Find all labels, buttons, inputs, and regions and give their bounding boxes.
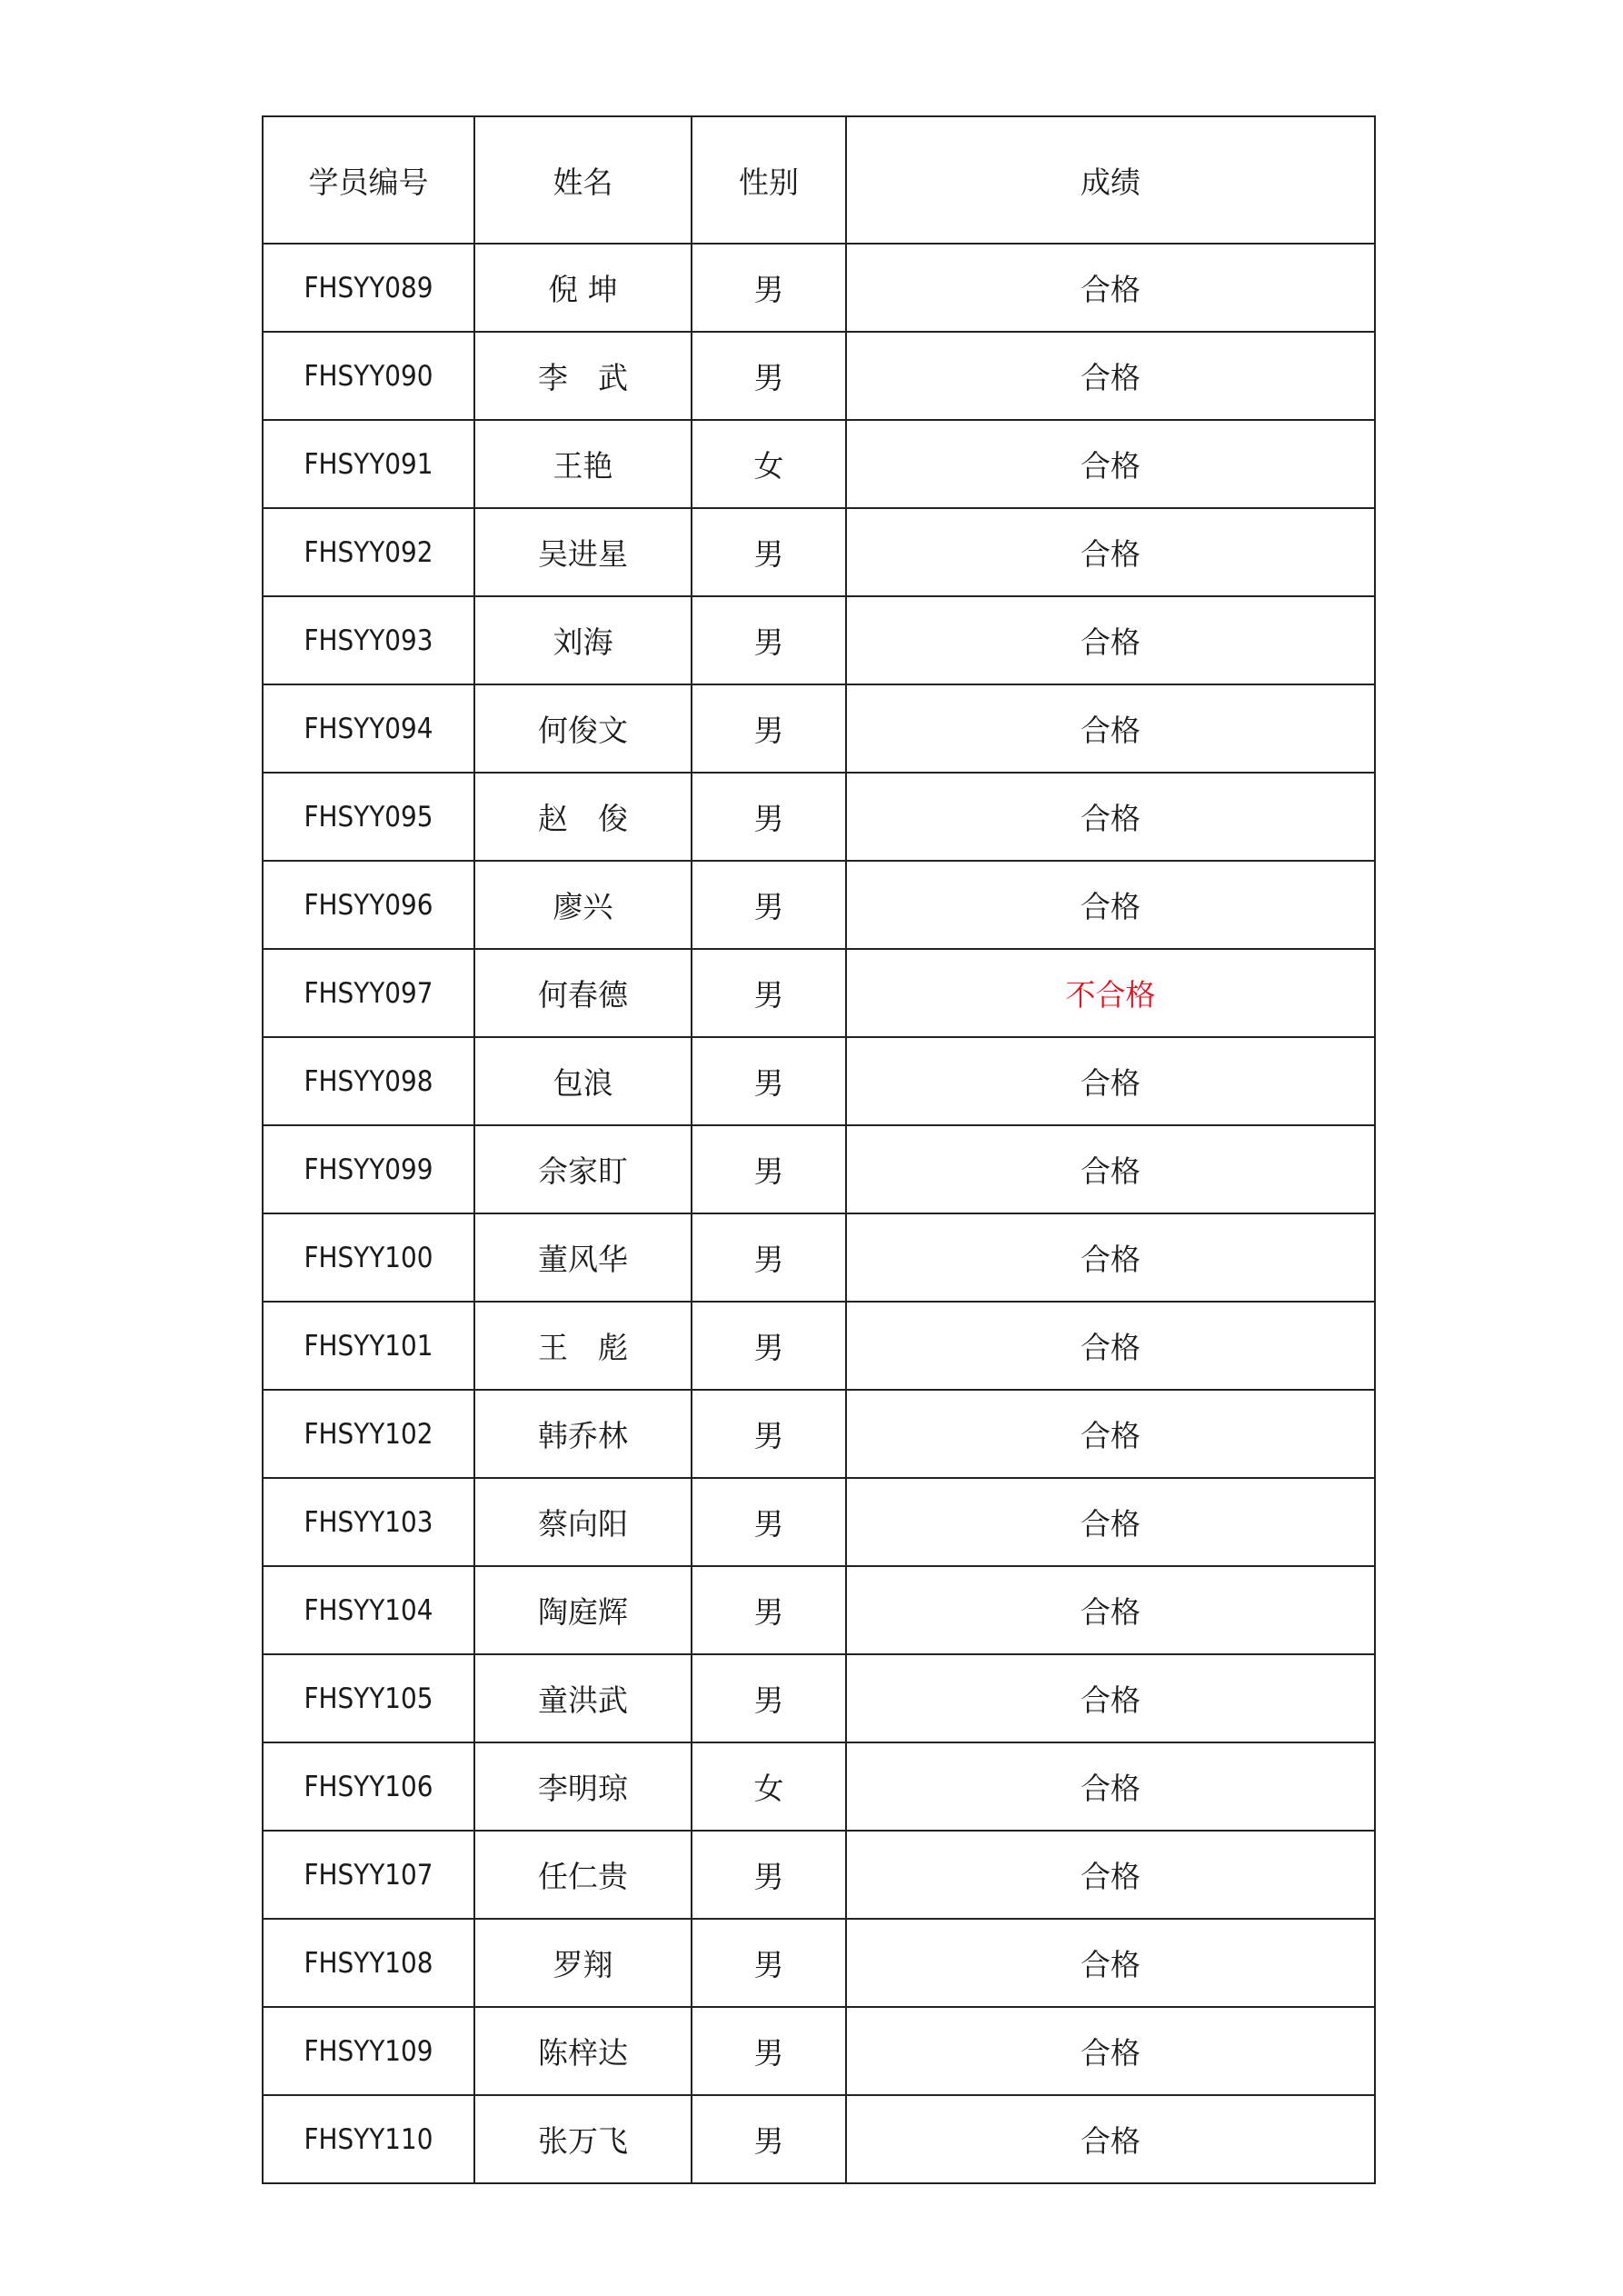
table-row — [263, 1478, 1375, 1566]
table-row — [263, 332, 1375, 420]
result-cell: 合格 — [846, 332, 1375, 420]
result-cell: 合格 — [846, 773, 1375, 861]
result-cell: 合格 — [846, 1566, 1375, 1654]
gender-cell: 女 — [692, 1742, 846, 1831]
table-body — [263, 116, 1375, 2183]
gender-cell: 男 — [692, 244, 846, 332]
student-id-cell: FHSYY109 — [263, 2007, 474, 2095]
gender-cell: 女 — [692, 420, 846, 508]
student-id-cell: FHSYY098 — [263, 1037, 474, 1125]
result-cell: 合格 — [846, 1478, 1375, 1566]
gender-cell: 男 — [692, 1302, 846, 1390]
student-name-cell: 王 彪 — [474, 1302, 692, 1390]
table-row — [263, 1125, 1375, 1213]
gender-cell: 男 — [692, 2007, 846, 2095]
student-name-cell: 张万飞 — [474, 2095, 692, 2183]
gender-cell: 男 — [692, 2095, 846, 2183]
student-id-cell: FHSYY100 — [263, 1213, 474, 1302]
result-cell: 合格 — [846, 2095, 1375, 2183]
table-row — [263, 1566, 1375, 1654]
gender-cell: 男 — [692, 1831, 846, 1919]
student-id-cell: FHSYY093 — [263, 596, 474, 684]
student-id-cell: FHSYY104 — [263, 1566, 474, 1654]
result-cell: 合格 — [846, 1037, 1375, 1125]
result-cell: 不合格 — [846, 949, 1375, 1037]
result-cell: 合格 — [846, 420, 1375, 508]
student-name-cell: 韩乔林 — [474, 1390, 692, 1478]
table-row — [263, 2007, 1375, 2095]
table-row — [263, 773, 1375, 861]
result-cell: 合格 — [846, 1919, 1375, 2007]
gender-cell: 男 — [692, 1037, 846, 1125]
table-row — [263, 1654, 1375, 1742]
table-row — [263, 949, 1375, 1037]
student-id-cell: FHSYY106 — [263, 1742, 474, 1831]
student-name-cell: 廖兴 — [474, 861, 692, 949]
gender-cell: 男 — [692, 861, 846, 949]
student-id-cell: FHSYY099 — [263, 1125, 474, 1213]
table-row — [263, 861, 1375, 949]
student-name-cell: 罗翔 — [474, 1919, 692, 2007]
header-result: 成绩 — [846, 116, 1375, 244]
gender-cell: 男 — [692, 684, 846, 773]
table-row — [263, 1390, 1375, 1478]
student-id-cell: FHSYY094 — [263, 684, 474, 773]
result-cell: 合格 — [846, 1654, 1375, 1742]
student-name-cell: 董风华 — [474, 1213, 692, 1302]
table-row — [263, 1831, 1375, 1919]
gender-cell: 男 — [692, 1213, 846, 1302]
student-id-cell: FHSYY101 — [263, 1302, 474, 1390]
table-row — [263, 1742, 1375, 1831]
student-id-cell: FHSYY095 — [263, 773, 474, 861]
student-name-cell: 包浪 — [474, 1037, 692, 1125]
gender-cell: 男 — [692, 1654, 846, 1742]
student-id-cell: FHSYY103 — [263, 1478, 474, 1566]
student-name-cell: 王艳 — [474, 420, 692, 508]
gender-cell: 男 — [692, 949, 846, 1037]
student-name-cell: 任仁贵 — [474, 1831, 692, 1919]
header-name: 姓名 — [474, 116, 692, 244]
student-name-cell: 李 武 — [474, 332, 692, 420]
result-cell: 合格 — [846, 861, 1375, 949]
student-name-cell: 刘海 — [474, 596, 692, 684]
student-name-cell: 童洪武 — [474, 1654, 692, 1742]
student-name-cell: 佘家盯 — [474, 1125, 692, 1213]
table-row — [263, 684, 1375, 773]
student-name-cell: 何春德 — [474, 949, 692, 1037]
gender-cell: 男 — [692, 1919, 846, 2007]
result-cell: 合格 — [846, 1213, 1375, 1302]
student-name-cell: 倪 坤 — [474, 244, 692, 332]
gender-cell: 男 — [692, 1566, 846, 1654]
result-cell: 合格 — [846, 2007, 1375, 2095]
student-name-cell: 陈梓达 — [474, 2007, 692, 2095]
student-id-cell: FHSYY105 — [263, 1654, 474, 1742]
student-id-cell: FHSYY107 — [263, 1831, 474, 1919]
result-cell: 合格 — [846, 1390, 1375, 1478]
header-row — [263, 116, 1375, 244]
student-name-cell: 李明琼 — [474, 1742, 692, 1831]
student-id-cell: FHSYY090 — [263, 332, 474, 420]
result-cell: 合格 — [846, 1302, 1375, 1390]
student-name-cell: 蔡向阳 — [474, 1478, 692, 1566]
student-id-cell: FHSYY102 — [263, 1390, 474, 1478]
gender-cell: 男 — [692, 1390, 846, 1478]
gender-cell: 男 — [692, 773, 846, 861]
table-row — [263, 1302, 1375, 1390]
result-cell: 合格 — [846, 1125, 1375, 1213]
header-id: 学员编号 — [263, 116, 474, 244]
result-cell: 合格 — [846, 596, 1375, 684]
student-id-cell: FHSYY096 — [263, 861, 474, 949]
student-id-cell: FHSYY091 — [263, 420, 474, 508]
table-row — [263, 596, 1375, 684]
table-row — [263, 2095, 1375, 2183]
gender-cell: 男 — [692, 1478, 846, 1566]
table-row — [263, 508, 1375, 596]
table-row — [263, 420, 1375, 508]
result-cell: 合格 — [846, 684, 1375, 773]
gender-cell: 男 — [692, 508, 846, 596]
table-row — [263, 1037, 1375, 1125]
gender-cell: 男 — [692, 332, 846, 420]
student-name-cell: 吴进星 — [474, 508, 692, 596]
student-name-cell: 赵 俊 — [474, 773, 692, 861]
result-cell: 合格 — [846, 1742, 1375, 1831]
grade-table — [262, 115, 1376, 2184]
result-cell: 合格 — [846, 508, 1375, 596]
gender-cell: 男 — [692, 1125, 846, 1213]
student-id-cell: FHSYY108 — [263, 1919, 474, 2007]
result-cell: 合格 — [846, 244, 1375, 332]
student-id-cell: FHSYY089 — [263, 244, 474, 332]
gender-cell: 男 — [692, 596, 846, 684]
student-id-cell: FHSYY110 — [263, 2095, 474, 2183]
result-cell: 合格 — [846, 1831, 1375, 1919]
student-id-cell: FHSYY097 — [263, 949, 474, 1037]
table-row — [263, 1213, 1375, 1302]
student-name-cell: 何俊文 — [474, 684, 692, 773]
header-gender: 性别 — [692, 116, 846, 244]
table-row — [263, 1919, 1375, 2007]
table-row — [263, 244, 1375, 332]
student-name-cell: 陶庭辉 — [474, 1566, 692, 1654]
student-id-cell: FHSYY092 — [263, 508, 474, 596]
